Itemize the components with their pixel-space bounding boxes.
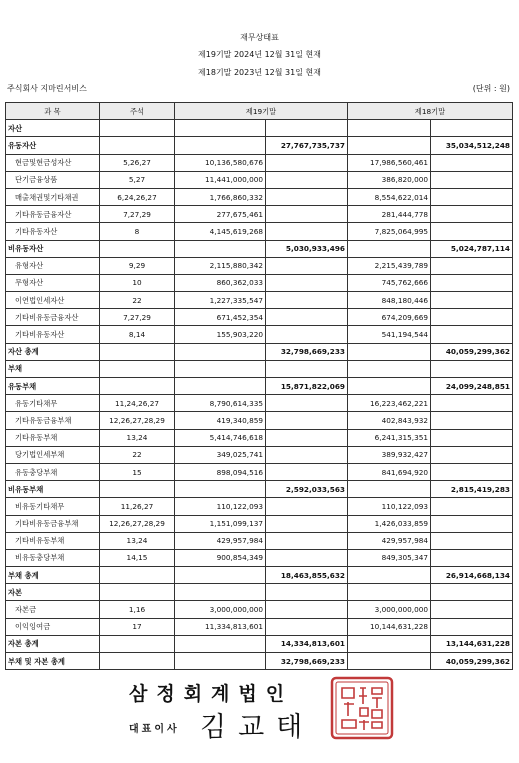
table-row (6, 326, 513, 343)
table-row (6, 120, 513, 137)
row-note: 7,27,29 (100, 309, 175, 326)
row-note (100, 343, 175, 360)
table-row (6, 567, 513, 584)
col-prior-header: 제18기말 (348, 103, 513, 120)
table-row (6, 274, 513, 291)
row-current-subtotal (266, 584, 348, 601)
row-current-subtotal: 2,592,033,563 (266, 481, 348, 498)
table-row (6, 481, 513, 498)
row-note (100, 635, 175, 652)
row-prior-detail (348, 120, 431, 137)
row-current-detail: 1,766,860,332 (175, 188, 266, 205)
col-current-header: 제19기말 (175, 103, 348, 120)
table-row (6, 515, 513, 532)
row-prior-detail: 386,820,000 (348, 171, 431, 188)
row-account: 기타유동자산 (6, 223, 100, 240)
row-note (100, 481, 175, 498)
row-prior-subtotal: 40,059,299,362 (431, 343, 513, 360)
row-current-detail: 4,145,619,268 (175, 223, 266, 240)
row-prior-subtotal: 40,059,299,362 (431, 653, 513, 670)
row-current-detail: 1,227,335,547 (175, 292, 266, 309)
row-prior-subtotal (431, 446, 513, 463)
table-row (6, 584, 513, 601)
row-current-detail: 110,122,093 (175, 498, 266, 515)
row-note: 8,14 (100, 326, 175, 343)
table-row (6, 463, 513, 480)
row-current-detail: 429,957,984 (175, 532, 266, 549)
row-account: 부채 (6, 360, 100, 377)
row-note (100, 567, 175, 584)
row-current-detail (175, 584, 266, 601)
table-row (6, 171, 513, 188)
row-prior-subtotal (431, 206, 513, 223)
row-current-detail: 10,136,580,676 (175, 154, 266, 171)
row-prior-detail: 281,444,778 (348, 206, 431, 223)
row-prior-subtotal (431, 309, 513, 326)
row-current-detail (175, 240, 266, 257)
col-account-header: 과 목 (6, 103, 100, 120)
row-account: 유동기타채무 (6, 395, 100, 412)
row-account: 자본 (6, 584, 100, 601)
row-current-subtotal (266, 257, 348, 274)
row-current-subtotal (266, 326, 348, 343)
row-current-detail: 419,340,859 (175, 412, 266, 429)
table-row (6, 395, 513, 412)
row-note: 5,26,27 (100, 154, 175, 171)
row-prior-detail (348, 584, 431, 601)
row-account: 단기금융상품 (6, 171, 100, 188)
row-note (100, 584, 175, 601)
row-prior-subtotal (431, 498, 513, 515)
row-current-subtotal (266, 206, 348, 223)
row-prior-subtotal (431, 171, 513, 188)
row-prior-detail: 848,180,446 (348, 292, 431, 309)
table-row (6, 188, 513, 205)
statement-title: 재무상태표 (240, 33, 279, 42)
row-current-detail: 3,000,000,000 (175, 601, 266, 618)
row-current-subtotal (266, 120, 348, 137)
row-account: 기타비유동자산 (6, 326, 100, 343)
row-prior-subtotal: 24,099,248,851 (431, 378, 513, 395)
row-note (100, 360, 175, 377)
row-prior-subtotal (431, 601, 513, 618)
row-note: 10 (100, 274, 175, 291)
row-account: 자산 (6, 120, 100, 137)
row-prior-subtotal (431, 532, 513, 549)
row-prior-detail: 402,843,932 (348, 412, 431, 429)
row-prior-detail: 429,957,984 (348, 532, 431, 549)
row-current-detail: 671,452,354 (175, 309, 266, 326)
balance-sheet-table (5, 102, 513, 670)
row-current-subtotal (266, 309, 348, 326)
table-row (6, 601, 513, 618)
audit-firm-name: 삼정회계법인 (129, 683, 294, 705)
company-name: 주식회사 지마린서비스 (7, 84, 87, 93)
row-note: 6,24,26,27 (100, 188, 175, 205)
row-current-subtotal (266, 601, 348, 618)
row-current-subtotal (266, 498, 348, 515)
row-current-subtotal: 32,798,669,233 (266, 343, 348, 360)
row-current-detail: 2,115,880,342 (175, 257, 266, 274)
row-prior-detail: 6,241,315,351 (348, 429, 431, 446)
row-prior-detail: 1,426,033,859 (348, 515, 431, 532)
row-note: 14,15 (100, 549, 175, 566)
row-prior-subtotal: 5,024,787,114 (431, 240, 513, 257)
row-prior-detail: 849,305,347 (348, 549, 431, 566)
row-prior-detail (348, 567, 431, 584)
row-prior-subtotal (431, 412, 513, 429)
company-seal-icon (330, 676, 394, 740)
row-prior-subtotal (431, 463, 513, 480)
row-prior-subtotal (431, 584, 513, 601)
row-current-subtotal (266, 515, 348, 532)
row-note (100, 378, 175, 395)
row-prior-subtotal (431, 618, 513, 635)
row-note: 1,16 (100, 601, 175, 618)
row-prior-detail: 110,122,093 (348, 498, 431, 515)
row-current-subtotal (266, 154, 348, 171)
row-prior-detail: 541,194,544 (348, 326, 431, 343)
row-prior-subtotal: 13,144,631,228 (431, 635, 513, 652)
row-prior-detail: 389,932,427 (348, 446, 431, 463)
row-account: 기타유동부채 (6, 429, 100, 446)
row-current-detail (175, 378, 266, 395)
row-prior-subtotal: 26,914,668,134 (431, 567, 513, 584)
row-account: 자산 총계 (6, 343, 100, 360)
row-prior-subtotal (431, 395, 513, 412)
row-prior-detail (348, 360, 431, 377)
row-note (100, 653, 175, 670)
row-current-detail: 277,675,461 (175, 206, 266, 223)
row-account: 유동부채 (6, 378, 100, 395)
table-row (6, 137, 513, 154)
row-prior-subtotal (431, 154, 513, 171)
period-current: 제19기말 2024년 12월 31일 현재 (198, 50, 321, 59)
row-prior-detail (348, 378, 431, 395)
table-row (6, 240, 513, 257)
row-current-subtotal (266, 463, 348, 480)
row-current-detail (175, 481, 266, 498)
row-current-subtotal (266, 446, 348, 463)
row-current-subtotal: 5,030,933,496 (266, 240, 348, 257)
row-current-detail (175, 343, 266, 360)
row-prior-subtotal (431, 223, 513, 240)
row-current-detail: 11,334,813,601 (175, 618, 266, 635)
row-prior-subtotal (431, 188, 513, 205)
representative-name: 김교태 (200, 712, 315, 743)
row-note: 5,27 (100, 171, 175, 188)
row-current-detail: 900,854,349 (175, 549, 266, 566)
row-prior-detail: 2,215,439,789 (348, 257, 431, 274)
row-note: 8 (100, 223, 175, 240)
row-current-detail (175, 360, 266, 377)
row-prior-subtotal: 2,815,419,283 (431, 481, 513, 498)
table-row (6, 446, 513, 463)
row-current-subtotal: 14,334,813,601 (266, 635, 348, 652)
row-account: 비유동자산 (6, 240, 100, 257)
row-prior-detail: 8,554,622,014 (348, 188, 431, 205)
table-row (6, 532, 513, 549)
row-current-detail: 1,151,099,137 (175, 515, 266, 532)
row-note: 15 (100, 463, 175, 480)
row-note: 11,26,27 (100, 498, 175, 515)
row-prior-detail (348, 481, 431, 498)
row-prior-subtotal (431, 360, 513, 377)
row-account: 기타비유동부채 (6, 532, 100, 549)
row-account: 기타유동금융자산 (6, 206, 100, 223)
col-note-header: 주석 (100, 103, 175, 120)
row-current-subtotal (266, 618, 348, 635)
row-prior-subtotal (431, 515, 513, 532)
row-current-subtotal: 15,871,822,069 (266, 378, 348, 395)
row-current-subtotal (266, 395, 348, 412)
row-note: 7,27,29 (100, 206, 175, 223)
row-current-subtotal (266, 292, 348, 309)
row-account: 유동충당부채 (6, 463, 100, 480)
row-note: 13,24 (100, 429, 175, 446)
unit-label: (단위 : 원) (472, 84, 510, 93)
row-current-detail (175, 120, 266, 137)
row-prior-detail (348, 343, 431, 360)
row-account: 무형자산 (6, 274, 100, 291)
row-account: 비유동기타채무 (6, 498, 100, 515)
table-row (6, 429, 513, 446)
row-current-detail (175, 653, 266, 670)
row-account: 이익잉여금 (6, 618, 100, 635)
row-account: 비유동부채 (6, 481, 100, 498)
row-prior-detail (348, 137, 431, 154)
row-account: 현금및현금성자산 (6, 154, 100, 171)
row-note: 22 (100, 446, 175, 463)
row-account: 이연법인세자산 (6, 292, 100, 309)
row-account: 기타유동금융부채 (6, 412, 100, 429)
row-current-subtotal: 18,463,855,632 (266, 567, 348, 584)
row-current-detail (175, 567, 266, 584)
row-prior-detail: 17,986,560,461 (348, 154, 431, 171)
table-row (6, 154, 513, 171)
row-current-detail: 155,903,220 (175, 326, 266, 343)
table-row (6, 309, 513, 326)
table-row (6, 292, 513, 309)
table-row (6, 549, 513, 566)
row-note (100, 137, 175, 154)
row-note: 17 (100, 618, 175, 635)
table-row (6, 343, 513, 360)
row-prior-detail: 3,000,000,000 (348, 601, 431, 618)
row-note: 13,24 (100, 532, 175, 549)
row-prior-subtotal (431, 257, 513, 274)
table-row (6, 653, 513, 670)
row-note: 22 (100, 292, 175, 309)
row-account: 당기법인세부채 (6, 446, 100, 463)
row-account: 유형자산 (6, 257, 100, 274)
row-prior-detail (348, 653, 431, 670)
row-prior-detail: 745,762,666 (348, 274, 431, 291)
table-row (6, 618, 513, 635)
row-current-subtotal (266, 274, 348, 291)
representative-title: 대표이사 (129, 724, 180, 735)
row-current-subtotal (266, 412, 348, 429)
row-note (100, 240, 175, 257)
row-current-subtotal (266, 429, 348, 446)
row-current-subtotal: 27,767,735,737 (266, 137, 348, 154)
row-note (100, 120, 175, 137)
row-current-detail: 8,790,614,335 (175, 395, 266, 412)
row-account: 유동자산 (6, 137, 100, 154)
table-row (6, 498, 513, 515)
row-account: 자본금 (6, 601, 100, 618)
row-account: 기타비유동금융자산 (6, 309, 100, 326)
row-current-detail (175, 635, 266, 652)
table-row (6, 206, 513, 223)
row-account: 부채 및 자본 총계 (6, 653, 100, 670)
table-row (6, 635, 513, 652)
row-current-subtotal (266, 549, 348, 566)
row-current-detail: 11,441,000,000 (175, 171, 266, 188)
row-current-detail (175, 137, 266, 154)
row-prior-detail: 674,209,669 (348, 309, 431, 326)
table-row (6, 412, 513, 429)
row-note: 12,26,27,28,29 (100, 412, 175, 429)
row-account: 비유동충당부채 (6, 549, 100, 566)
table-row (6, 378, 513, 395)
row-prior-detail: 16,223,462,221 (348, 395, 431, 412)
row-current-subtotal (266, 223, 348, 240)
row-current-detail: 5,414,746,618 (175, 429, 266, 446)
row-current-detail: 860,362,033 (175, 274, 266, 291)
row-current-subtotal: 32,798,669,233 (266, 653, 348, 670)
table-header-row (6, 103, 513, 120)
row-prior-detail (348, 240, 431, 257)
period-prior: 제18기말 2023년 12월 31일 현재 (198, 68, 321, 77)
row-prior-subtotal (431, 292, 513, 309)
row-account: 부채 총계 (6, 567, 100, 584)
row-prior-subtotal (431, 429, 513, 446)
row-prior-subtotal (431, 326, 513, 343)
row-prior-detail: 10,144,631,228 (348, 618, 431, 635)
row-current-subtotal (266, 188, 348, 205)
row-prior-detail (348, 635, 431, 652)
row-account: 기타비유동금융부채 (6, 515, 100, 532)
row-prior-subtotal (431, 120, 513, 137)
row-current-detail: 898,094,516 (175, 463, 266, 480)
table-row (6, 223, 513, 240)
row-current-subtotal (266, 171, 348, 188)
row-note: 12,26,27,28,29 (100, 515, 175, 532)
row-account: 자본 총계 (6, 635, 100, 652)
table-row (6, 257, 513, 274)
row-note: 9,29 (100, 257, 175, 274)
row-prior-subtotal (431, 549, 513, 566)
row-current-subtotal (266, 360, 348, 377)
row-prior-detail: 7,825,064,995 (348, 223, 431, 240)
row-account: 매출채권및기타채권 (6, 188, 100, 205)
row-current-detail: 349,025,741 (175, 446, 266, 463)
row-prior-subtotal: 35,034,512,248 (431, 137, 513, 154)
row-note: 11,24,26,27 (100, 395, 175, 412)
row-current-subtotal (266, 532, 348, 549)
row-prior-detail: 841,694,920 (348, 463, 431, 480)
table-row (6, 360, 513, 377)
row-prior-subtotal (431, 274, 513, 291)
